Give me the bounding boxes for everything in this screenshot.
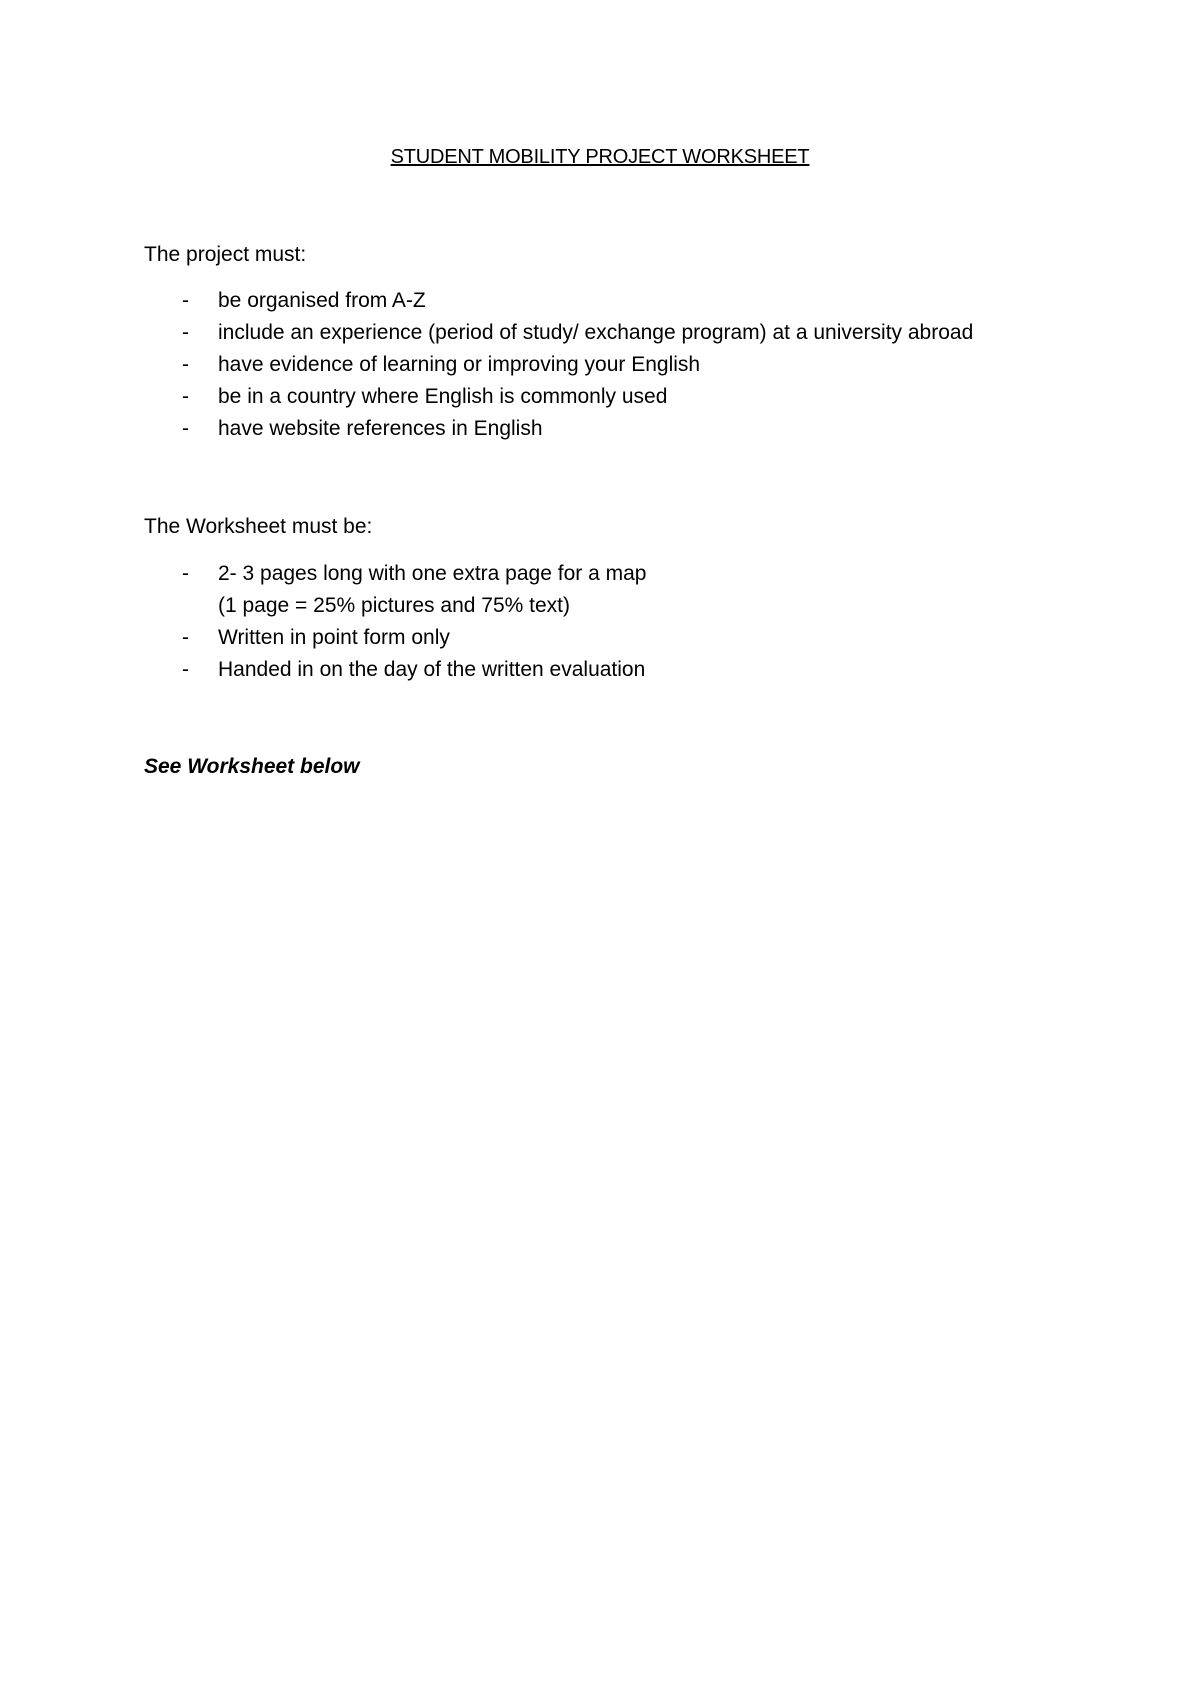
list-item-text: include an experience (period of study/ exchange program) at a university abroad: [218, 321, 974, 344]
list-item-text: have website references in English: [218, 417, 543, 440]
list-dash: -: [182, 353, 189, 376]
section-heading-project: The project must:: [144, 243, 307, 266]
list-item-subtext: (1 page = 25% pictures and 75% text): [218, 594, 570, 617]
page-title: STUDENT MOBILITY PROJECT WORKSHEET: [390, 146, 810, 168]
list-item-text: be organised from A-Z: [218, 289, 426, 312]
list-dash: -: [182, 626, 189, 649]
list-item-text-group: [218, 558, 646, 622]
list-item-text: be in a country where English is commonly used: [218, 385, 668, 408]
list-dash: -: [182, 385, 189, 408]
list-dash: -: [182, 417, 189, 440]
list-dash: -: [182, 658, 189, 681]
list-item-text: Written in point form only: [218, 626, 450, 649]
list-dash: -: [182, 289, 189, 312]
list-item-text: 2- 3 pages long with one extra page for a map: [218, 562, 647, 585]
see-worksheet-note: See Worksheet below: [144, 755, 360, 778]
list-item-text: have evidence of learning or improving your English: [218, 353, 701, 376]
section-heading-worksheet: The Worksheet must be:: [144, 515, 373, 538]
list-dash: -: [182, 321, 189, 344]
list-dash: -: [182, 562, 189, 585]
list-item-text: Handed in on the day of the written evaluation: [218, 658, 646, 681]
